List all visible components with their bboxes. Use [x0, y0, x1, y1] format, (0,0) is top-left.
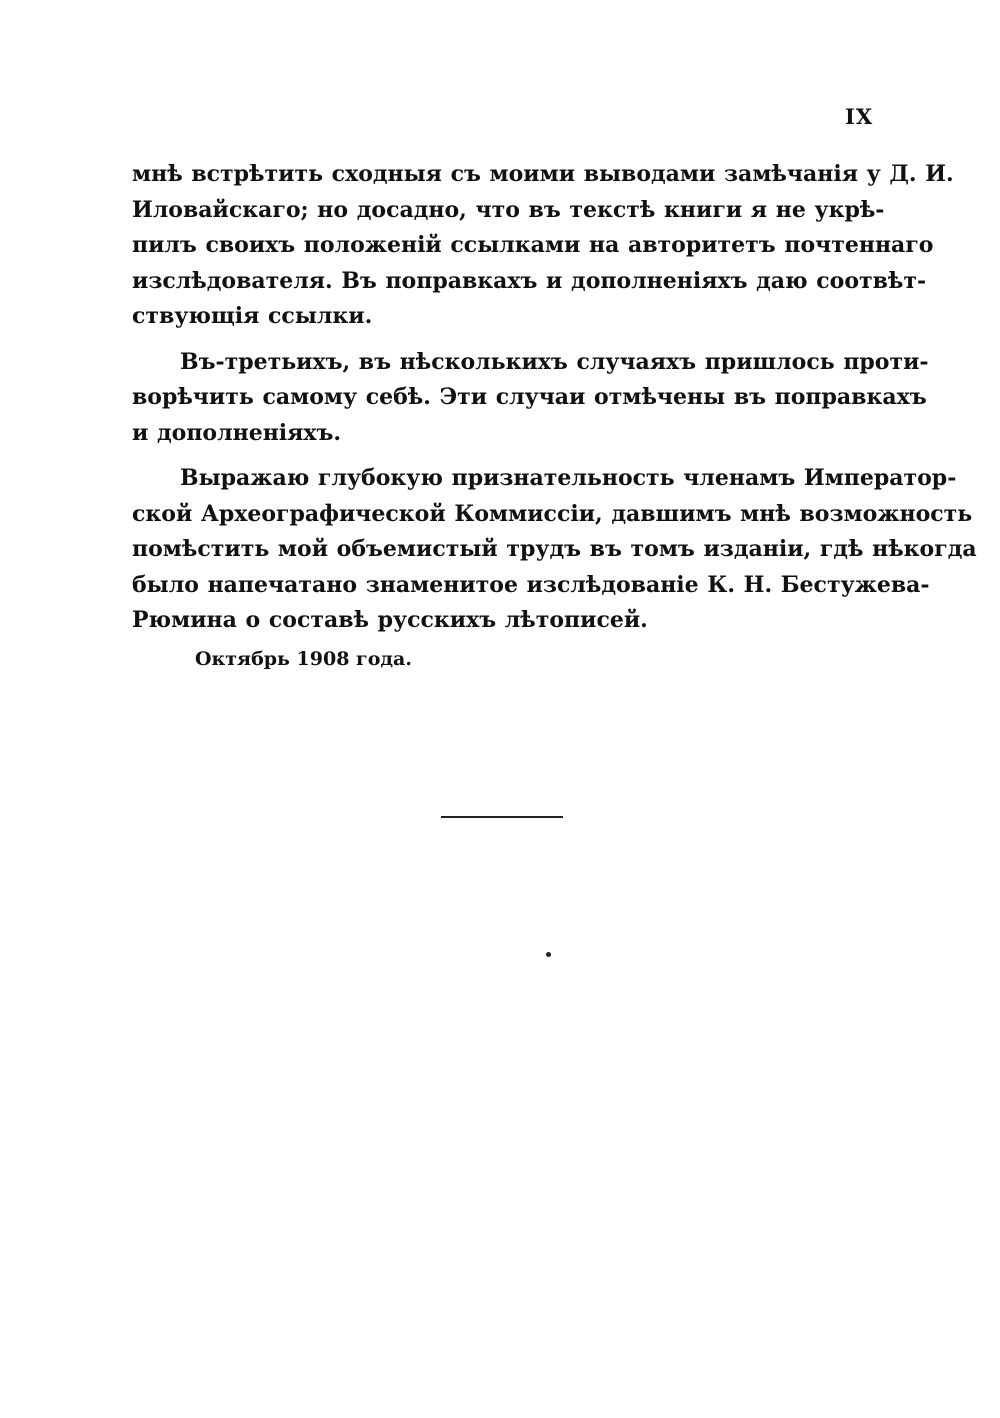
- text-line: Въ-третьихъ, въ нѣсколькихъ случаяхъ пришлось проти-: [180, 348, 929, 375]
- text-line: изслѣдователя. Въ поправкахъ и дополненіяхъ даю соотвѣт-: [132, 267, 927, 294]
- text-line: и дополненіяхъ.: [132, 419, 342, 446]
- print-dot: [546, 952, 551, 957]
- paragraph-thirdly: [132, 345, 929, 452]
- paragraph-continuation: [132, 157, 954, 335]
- paragraph-acknowledgement: [132, 461, 977, 639]
- text-line: Иловайскаго; но досадно, что въ текстѣ книги я не укрѣ-: [132, 196, 885, 223]
- text-line: пилъ своихъ положеній ссылками на авторитетъ почтеннаго: [132, 232, 934, 258]
- text-line: ствующія ссылки.: [132, 303, 373, 329]
- text-line: Выражаю глубокую признательность членамъ Император-: [180, 465, 957, 491]
- text-line: ворѣчить самому себѣ. Эти случаи отмѣчены въ поправкахъ: [132, 384, 927, 410]
- text-line: было напечатано знаменитое изслѣдованіе К. Н. Бестужева-: [132, 571, 930, 598]
- date-line: Октябрь 1908 года.: [195, 648, 412, 670]
- text-line: Рюмина о составѣ русскихъ лѣтописей.: [132, 607, 648, 633]
- text-line: помѣстить мой объемистый трудъ въ томъ изданіи, гдѣ нѣкогда: [132, 536, 977, 562]
- text-line: ской Археографической Коммиссіи, давшимъ мнѣ возможность: [132, 500, 973, 527]
- text-line: мнѣ встрѣтить сходныя съ моими выводами замѣчанія у Д. И.: [132, 161, 954, 187]
- section-separator: [441, 816, 563, 818]
- body-text: [132, 157, 977, 649]
- page-number: IX: [845, 104, 874, 129]
